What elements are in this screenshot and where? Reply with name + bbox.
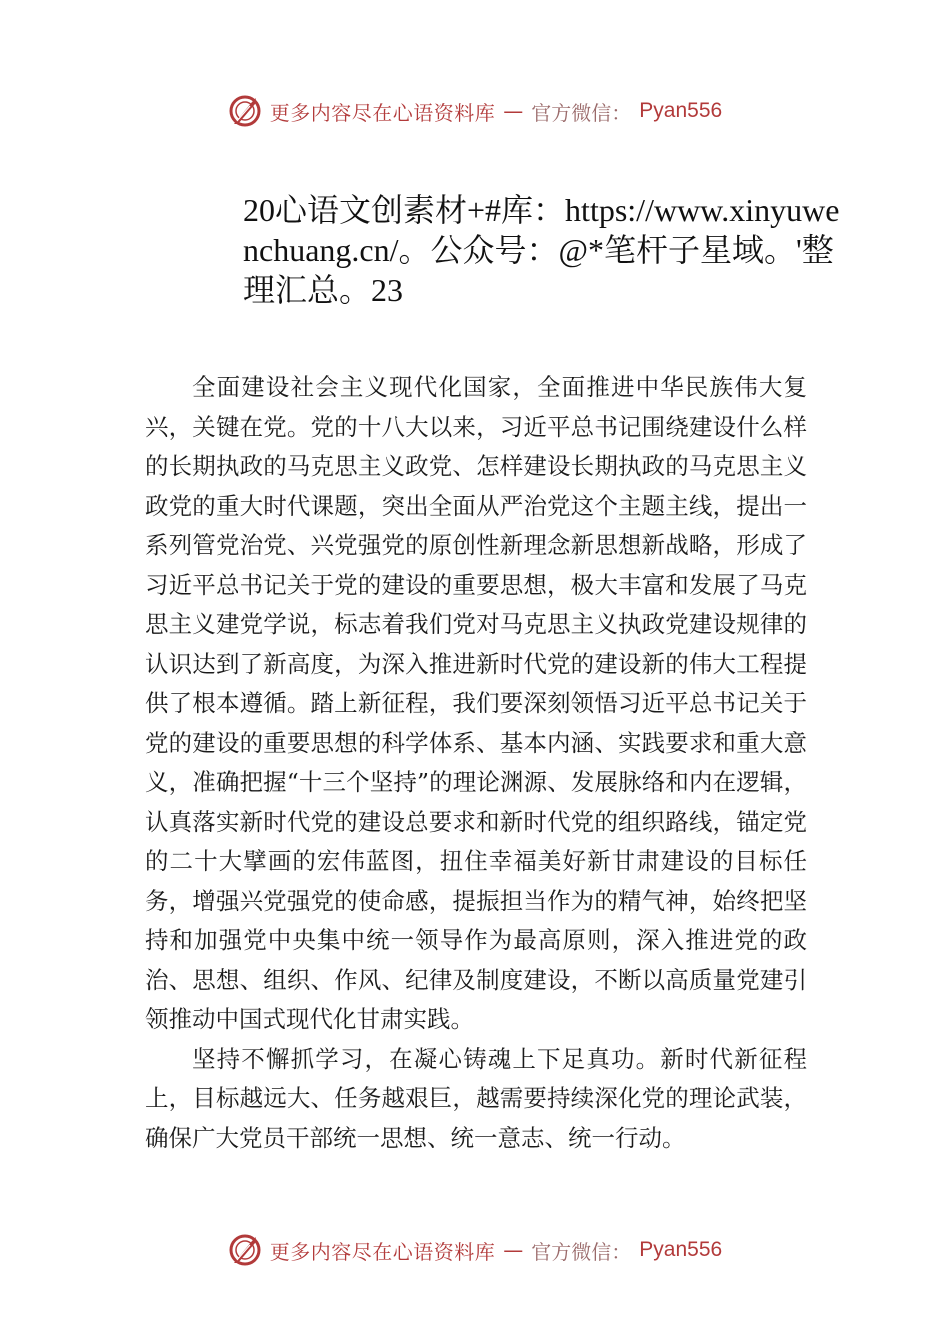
- brand-text: 更多内容尽在心语资料库: [269, 100, 496, 125]
- footer-banner: [0, 1233, 950, 1267]
- wechat-label: 官方微信：: [531, 1239, 632, 1264]
- banner-separator: —: [503, 1238, 524, 1262]
- header-banner: [0, 94, 950, 128]
- quill-logo-icon: [228, 1233, 262, 1267]
- document-title: 20心语文创素材+#库：https://www.xinyuwenchuang.cn/。公众号：@*笔杆子星域。'整理汇总。23: [243, 192, 840, 308]
- banner-separator: —: [503, 99, 524, 123]
- brand-text: 更多内容尽在心语资料库: [269, 1239, 496, 1264]
- paragraph: 坚持不懈抓学习，在凝心铸魂上下足真功。新时代新征程上，目标越远大、任务越艰巨，越需要持续深化党的理论武装，确保广大党员干部统一思想、统一意志、统一行动。: [145, 1044, 807, 1152]
- wechat-id: Pyan556: [639, 1238, 723, 1261]
- document-body: [145, 368, 807, 1158]
- quill-logo-icon: [228, 94, 262, 128]
- wechat-id: Pyan556: [639, 99, 723, 122]
- paragraph: 全面建设社会主义现代化国家，全面推进中华民族伟大复兴，关键在党。党的十八大以来，习近平总书记围绕建设什么样的长期执政的马克思主义政党、怎样建设长期执政的马克思主义政党的重大时代课题，突出全面从严治党这个主题主线，提出一系列管党治党、兴党强党的原创性新理念新思想新战略，形成了习近平总书记关于党的建设的重要思想，极大丰富和发展了马克思主义建党学说，标志着我们党对马克思主义执政党建设规律的认识达到了新高度，为深入推进新时代党的建设新的伟大工程提供了根本遵循。踏上新征程，我们要深刻领悟习近平总书记关于党的建设的重要思想的科学体系、基本内涵、实践要求和重大意义，准确把握“十三个坚持”的理论渊源、发展脉络和内在逻辑，认真落实新时代党的建设总要求和新时代党的组织路线，锚定党的二十大擘画的宏伟蓝图，扭住幸福美好新甘肃建设的目标任务，增强兴党强党的使命感，提振担当作为的精气神，始终把坚持和加强党中央集中统一领导作为最高原则，深入推进党的政治、思想、组织、作风、纪律及制度建设，不断以高质量党建引领推动中国式现代化甘肃实践。: [145, 373, 807, 1033]
- wechat-label: 官方微信：: [531, 100, 632, 125]
